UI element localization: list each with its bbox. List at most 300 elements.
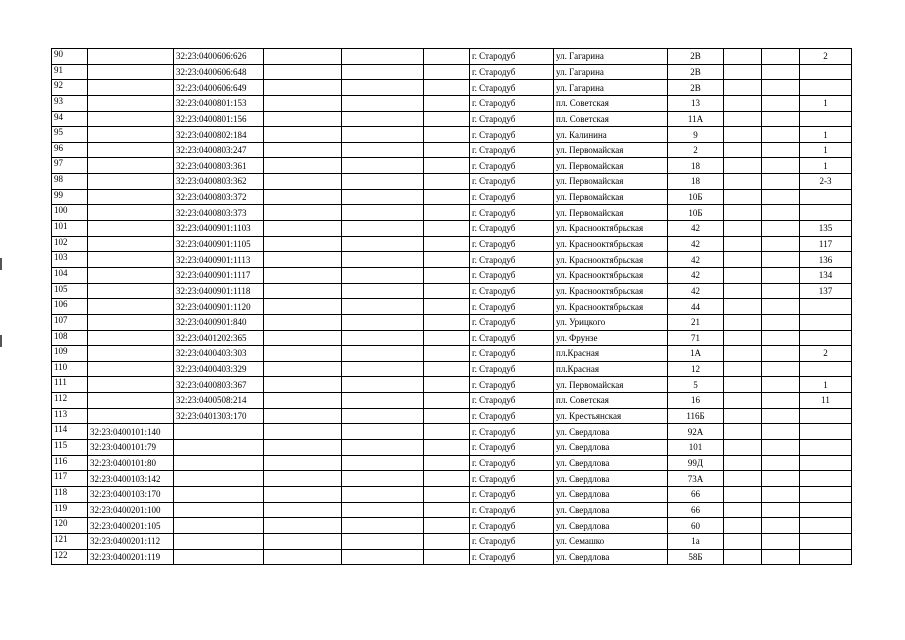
empty-cell [762,221,800,237]
empty-cell [264,486,342,502]
street-cell: ул. Первомайская [554,174,668,190]
city-cell: г. Стародуб [470,408,554,424]
row-number: 102 [52,236,88,252]
table-row [52,80,852,96]
apartment-number [800,80,852,96]
street-cell: ул. Краснооктябрьская [554,283,668,299]
street-cell: ул. Свердлова [554,471,668,487]
city-cell: г. Стародуб [470,314,554,330]
cadastral-number: 32:23:0400606:626 [174,49,264,65]
cadastral-number: 32:23:0400803:367 [174,377,264,393]
street-cell: пл. Советская [554,393,668,409]
apartment-number [800,471,852,487]
cadastral-number: 32:23:0400403:329 [174,361,264,377]
city-cell: г. Стародуб [470,174,554,190]
table-row [52,283,852,299]
empty-cell [724,221,762,237]
city-cell: г. Стародуб [470,299,554,315]
cadastral-number [174,518,264,534]
empty-cell [724,361,762,377]
cadastral-number-alt [88,346,174,362]
house-number: 116Б [668,408,724,424]
empty-cell [724,252,762,268]
row-number: 98 [52,174,88,190]
street-cell: ул. Свердлова [554,518,668,534]
row-number: 111 [52,377,88,393]
row-number: 116 [52,455,88,471]
table-row [52,424,852,440]
empty-cell [424,408,470,424]
house-number: 13 [668,95,724,111]
empty-cell [264,299,342,315]
apartment-number [800,205,852,221]
house-number: 66 [668,486,724,502]
empty-cell [264,267,342,283]
table-row [52,502,852,518]
empty-cell [264,127,342,143]
empty-cell [264,346,342,362]
cadastral-number [174,455,264,471]
empty-cell [724,205,762,221]
apartment-number [800,189,852,205]
table-row [52,346,852,362]
empty-cell [264,283,342,299]
cadastral-number [174,471,264,487]
empty-cell [724,518,762,534]
empty-cell [762,174,800,190]
empty-cell [724,142,762,158]
cadastral-number [174,486,264,502]
empty-cell [424,205,470,221]
house-number: 9 [668,127,724,143]
cadastral-number-alt [88,95,174,111]
empty-cell [724,64,762,80]
apartment-number [800,408,852,424]
city-cell: г. Стародуб [470,393,554,409]
cadastral-number: 32:23:0400803:361 [174,158,264,174]
empty-cell [264,471,342,487]
cadastral-number-alt [88,408,174,424]
house-number: 11А [668,111,724,127]
empty-cell [424,455,470,471]
empty-cell [424,283,470,299]
empty-cell [342,221,424,237]
empty-cell [762,533,800,549]
empty-cell [424,424,470,440]
street-cell: ул. Краснооктябрьская [554,267,668,283]
house-number: 44 [668,299,724,315]
cadastral-number-alt: 32:23:0400103:142 [88,471,174,487]
empty-cell [424,189,470,205]
table-row [52,127,852,143]
cadastral-number-alt [88,49,174,65]
house-number: 73А [668,471,724,487]
empty-cell [424,267,470,283]
apartment-number [800,64,852,80]
empty-cell [762,361,800,377]
cadastral-number-alt [88,377,174,393]
cadastral-number-alt [88,267,174,283]
empty-cell [264,64,342,80]
city-cell: г. Стародуб [470,142,554,158]
cadastral-number-alt [88,142,174,158]
empty-cell [264,236,342,252]
city-cell: г. Стародуб [470,236,554,252]
empty-cell [342,330,424,346]
house-number: 1а [668,533,724,549]
empty-cell [762,393,800,409]
street-cell: ул. Свердлова [554,486,668,502]
house-number: 42 [668,252,724,268]
apartment-number [800,518,852,534]
house-number: 21 [668,314,724,330]
empty-cell [424,518,470,534]
house-number: 101 [668,440,724,456]
empty-cell [724,440,762,456]
city-cell: г. Стародуб [470,80,554,96]
row-number: 121 [52,533,88,549]
cadastral-number-alt [88,314,174,330]
empty-cell [424,95,470,111]
empty-cell [724,236,762,252]
empty-cell [762,189,800,205]
row-number: 115 [52,440,88,456]
empty-cell [724,408,762,424]
empty-cell [424,64,470,80]
street-cell: ул. Первомайская [554,205,668,221]
table-row [52,205,852,221]
empty-cell [762,486,800,502]
house-number: 12 [668,361,724,377]
row-number: 106 [52,299,88,315]
scan-edge-mark [0,335,2,347]
empty-cell [424,549,470,565]
city-cell: г. Стародуб [470,346,554,362]
empty-cell [342,283,424,299]
empty-cell [264,221,342,237]
table-row [52,267,852,283]
empty-cell [424,502,470,518]
empty-cell [342,64,424,80]
apartment-number [800,440,852,456]
apartment-number [800,455,852,471]
empty-cell [424,440,470,456]
empty-cell [342,502,424,518]
empty-cell [342,471,424,487]
cadastral-number-alt [88,221,174,237]
empty-cell [264,252,342,268]
empty-cell [264,440,342,456]
empty-cell [264,361,342,377]
empty-cell [264,502,342,518]
cadastral-number [174,424,264,440]
empty-cell [342,111,424,127]
apartment-number: 2-3 [800,174,852,190]
table-row [52,299,852,315]
row-number: 107 [52,314,88,330]
empty-cell [342,49,424,65]
city-cell: г. Стародуб [470,221,554,237]
city-cell: г. Стародуб [470,95,554,111]
empty-cell [762,518,800,534]
cadastral-number: 32:23:0400801:153 [174,95,264,111]
cadastral-number: 32:23:0400901:1117 [174,267,264,283]
cadastral-number: 32:23:0400901:1118 [174,283,264,299]
empty-cell [724,127,762,143]
empty-cell [264,95,342,111]
house-number: 42 [668,221,724,237]
empty-cell [762,49,800,65]
empty-cell [342,361,424,377]
empty-cell [264,330,342,346]
cadastral-number: 32:23:0400901:1105 [174,236,264,252]
street-cell: ул. Свердлова [554,440,668,456]
apartment-number: 117 [800,236,852,252]
city-cell: г. Стародуб [470,205,554,221]
cadastral-number-alt [88,174,174,190]
cadastral-number [174,533,264,549]
table-row [52,174,852,190]
row-number: 101 [52,221,88,237]
table-row [52,189,852,205]
empty-cell [264,533,342,549]
empty-cell [424,486,470,502]
empty-cell [264,314,342,330]
empty-cell [424,252,470,268]
empty-cell [762,236,800,252]
city-cell: г. Стародуб [470,158,554,174]
row-number: 100 [52,205,88,221]
empty-cell [724,80,762,96]
empty-cell [762,549,800,565]
empty-cell [342,346,424,362]
house-number: 66 [668,502,724,518]
registry-table [51,48,852,565]
street-cell: ул. Первомайская [554,142,668,158]
empty-cell [724,189,762,205]
empty-cell [342,80,424,96]
empty-cell [724,377,762,393]
empty-cell [342,533,424,549]
empty-cell [424,330,470,346]
street-cell: ул. Свердлова [554,502,668,518]
row-number: 93 [52,95,88,111]
city-cell: г. Стародуб [470,377,554,393]
table-row [52,64,852,80]
house-number: 42 [668,267,724,283]
city-cell: г. Стародуб [470,518,554,534]
apartment-number [800,299,852,315]
empty-cell [762,455,800,471]
table-row [52,377,852,393]
apartment-number: 2 [800,346,852,362]
table-row [52,49,852,65]
street-cell: ул. Фрунзе [554,330,668,346]
house-number: 18 [668,174,724,190]
table-row [52,408,852,424]
row-number: 118 [52,486,88,502]
house-number: 1А [668,346,724,362]
city-cell: г. Стародуб [470,330,554,346]
empty-cell [342,549,424,565]
empty-cell [264,158,342,174]
table-row [52,549,852,565]
empty-cell [424,393,470,409]
table-row [52,314,852,330]
empty-cell [342,518,424,534]
cadastral-number-alt [88,80,174,96]
table-row [52,440,852,456]
empty-cell [424,471,470,487]
empty-cell [762,408,800,424]
empty-cell [424,111,470,127]
row-number: 110 [52,361,88,377]
table-row [52,361,852,377]
empty-cell [724,533,762,549]
empty-cell [762,440,800,456]
empty-cell [724,267,762,283]
cadastral-number-alt [88,205,174,221]
street-cell: пл. Советская [554,95,668,111]
empty-cell [724,393,762,409]
cadastral-number [174,502,264,518]
city-cell: г. Стародуб [470,267,554,283]
empty-cell [342,424,424,440]
house-number: 10Б [668,189,724,205]
apartment-number [800,486,852,502]
empty-cell [724,330,762,346]
city-cell: г. Стародуб [470,440,554,456]
empty-cell [762,252,800,268]
empty-cell [424,142,470,158]
row-number: 119 [52,502,88,518]
cadastral-number: 32:23:0400803:247 [174,142,264,158]
row-number: 117 [52,471,88,487]
cadastral-number-alt: 32:23:0400201:119 [88,549,174,565]
empty-cell [264,408,342,424]
cadastral-number-alt: 32:23:0400101:140 [88,424,174,440]
cadastral-number-alt [88,111,174,127]
city-cell: г. Стародуб [470,424,554,440]
apartment-number [800,314,852,330]
empty-cell [424,361,470,377]
cadastral-number: 32:23:0400901:840 [174,314,264,330]
empty-cell [762,330,800,346]
street-cell: ул. Краснооктябрьская [554,252,668,268]
row-number: 109 [52,346,88,362]
empty-cell [724,283,762,299]
cadastral-number: 32:23:0400403:303 [174,346,264,362]
cadastral-number: 32:23:0400901:1103 [174,221,264,237]
city-cell: г. Стародуб [470,502,554,518]
empty-cell [724,424,762,440]
house-number: 2В [668,64,724,80]
street-cell: ул. Гагарина [554,80,668,96]
cadastral-number [174,549,264,565]
cadastral-number: 32:23:0400606:648 [174,64,264,80]
city-cell: г. Стародуб [470,533,554,549]
row-number: 108 [52,330,88,346]
empty-cell [762,64,800,80]
cadastral-number-alt: 32:23:0400201:105 [88,518,174,534]
empty-cell [342,127,424,143]
cadastral-number-alt [88,252,174,268]
house-number: 58Б [668,549,724,565]
table-row [52,518,852,534]
empty-cell [762,158,800,174]
city-cell: г. Стародуб [470,283,554,299]
cadastral-number-alt [88,299,174,315]
table-row [52,486,852,502]
city-cell: г. Стародуб [470,361,554,377]
house-number: 60 [668,518,724,534]
house-number: 42 [668,236,724,252]
house-number: 5 [668,377,724,393]
table-row [52,95,852,111]
empty-cell [724,502,762,518]
city-cell: г. Стародуб [470,189,554,205]
house-number: 42 [668,283,724,299]
empty-cell [342,236,424,252]
empty-cell [342,455,424,471]
empty-cell [342,174,424,190]
cadastral-number: 32:23:0400508:214 [174,393,264,409]
row-number: 104 [52,267,88,283]
table-row [52,533,852,549]
row-number: 94 [52,111,88,127]
empty-cell [424,174,470,190]
city-cell: г. Стародуб [470,111,554,127]
empty-cell [342,314,424,330]
street-cell: пл.Красная [554,346,668,362]
cadastral-number-alt [88,127,174,143]
cadastral-number: 32:23:0401303:170 [174,408,264,424]
cadastral-number-alt [88,283,174,299]
row-number: 99 [52,189,88,205]
empty-cell [342,486,424,502]
empty-cell [762,95,800,111]
empty-cell [424,236,470,252]
cadastral-number: 32:23:0400801:156 [174,111,264,127]
street-cell: пл. Советская [554,111,668,127]
empty-cell [762,424,800,440]
table-row [52,252,852,268]
empty-cell [342,299,424,315]
apartment-number [800,111,852,127]
table-body [52,49,852,565]
empty-cell [762,346,800,362]
row-number: 90 [52,49,88,65]
cadastral-number-alt [88,189,174,205]
table-row [52,471,852,487]
cadastral-number-alt [88,393,174,409]
street-cell: ул. Краснооктябрьская [554,221,668,237]
cadastral-number-alt [88,330,174,346]
cadastral-number [174,440,264,456]
cadastral-number: 32:23:0400803:373 [174,205,264,221]
apartment-number [800,533,852,549]
street-cell: ул. Первомайская [554,377,668,393]
empty-cell [724,111,762,127]
apartment-number [800,330,852,346]
cadastral-number: 32:23:0400803:372 [174,189,264,205]
cadastral-number-alt: 32:23:0400201:112 [88,533,174,549]
empty-cell [762,267,800,283]
house-number: 16 [668,393,724,409]
house-number: 2 [668,142,724,158]
row-number: 112 [52,393,88,409]
cadastral-number-alt [88,158,174,174]
